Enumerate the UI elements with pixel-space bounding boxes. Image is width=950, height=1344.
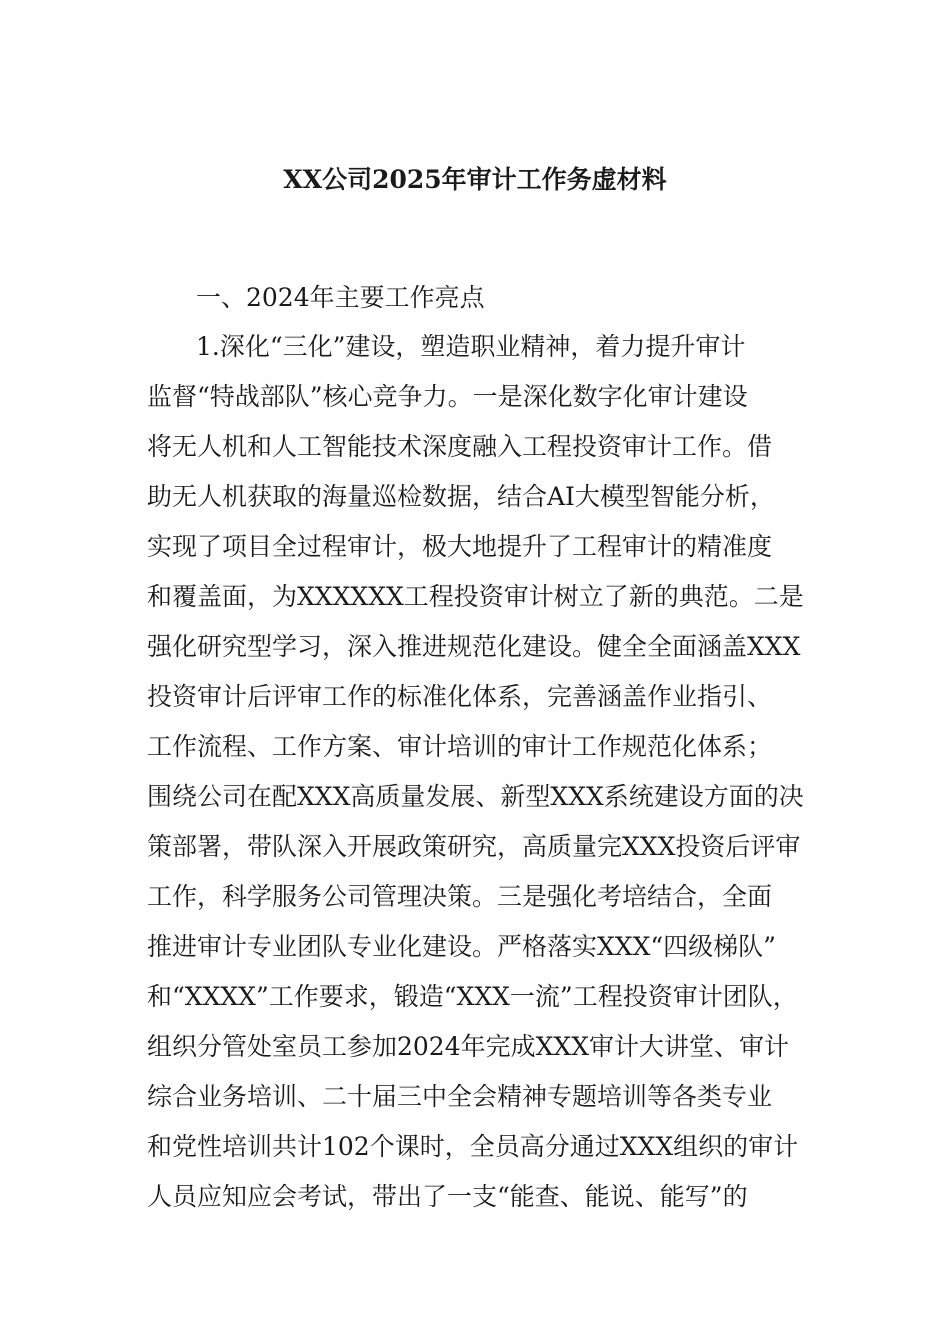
paragraph-line: 监督“特战部队”核心竞争力。一是深化数字化审计建设 <box>147 382 748 411</box>
paragraph-line: 将无人机和人工智能技术深度融入工程投资审计工作。借 <box>147 432 773 461</box>
paragraph-line: 推进审计专业团队专业化建设。严格落实XXX“四级梯队” <box>147 932 776 961</box>
section-heading: 一、2024年主要工作亮点 <box>196 283 485 312</box>
paragraph-line: 综合业务培训、二十届三中全会精神专题培训等各类专业 <box>147 1082 773 1111</box>
paragraph-line: 和“XXXX”工作要求，锻造“XXX一流”工程投资审计团队， <box>147 982 798 1011</box>
document-title: XX公司2025年审计工作务虚材料 <box>283 165 667 194</box>
paragraph-line: 人员应知应会考试，带出了一支“能查、能说、能写”的 <box>147 1182 748 1211</box>
paragraph-line: 围绕公司在配XXX高质量发展、新型XXX系统建设方面的决 <box>147 782 804 811</box>
paragraph-line: 工作流程、工作方案、审计培训的审计工作规范化体系； <box>147 732 773 761</box>
paragraph-line: 1.深化“三化”建设，塑造职业精神，着力提升审计 <box>196 332 746 361</box>
paragraph-line: 和覆盖面，为XXXXXX工程投资审计树立了新的典范。二是 <box>147 582 804 611</box>
paragraph-line: 和党性培训共计102个课时，全员高分通过XXX组织的审计 <box>147 1132 799 1161</box>
paragraph-line: 投资审计后评审工作的标准化体系，完善涵盖作业指引、 <box>147 682 773 711</box>
paragraph-line: 实现了项目全过程审计，极大地提升了工程审计的精准度 <box>147 532 773 561</box>
paragraph-line: 助无人机获取的海量巡检数据，结合AI大模型智能分析， <box>147 482 775 511</box>
paragraph-line: 组织分管处室员工参加2024年完成XXX审计大讲堂、审计 <box>147 1032 790 1061</box>
paragraph-line: 强化研究型学习，深入推进规范化建设。健全全面涵盖XXX <box>147 632 801 661</box>
paragraph-line: 策部署，带队深入开展政策研究，高质量完XXX投资后评审 <box>147 832 801 861</box>
paragraph-line: 工作，科学服务公司管理决策。三是强化考培结合，全面 <box>147 882 773 911</box>
